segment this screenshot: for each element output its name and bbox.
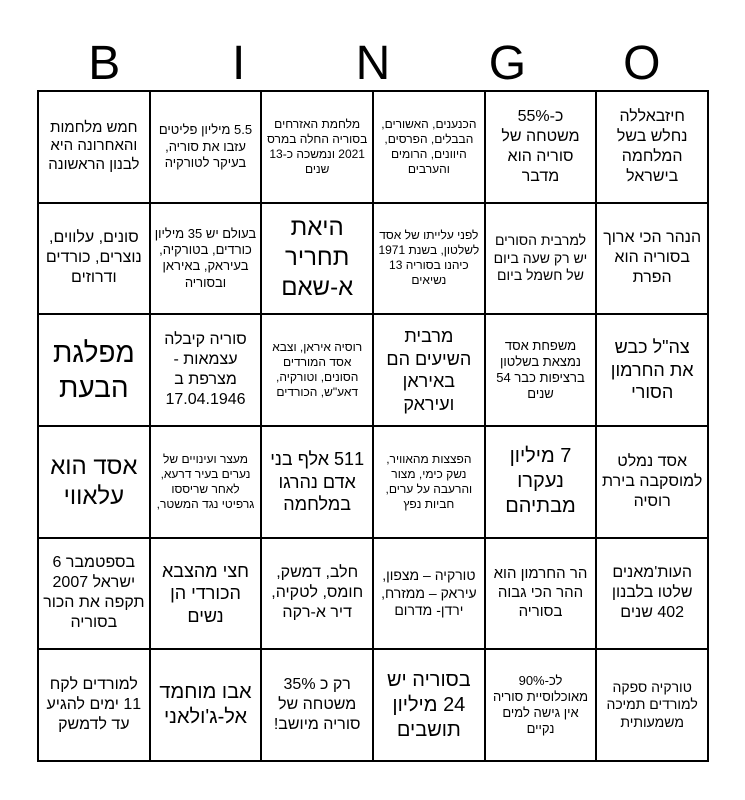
cell-text: חמש מלחמות והאחרונה היא לבנון הראשונה — [48, 118, 140, 174]
cell-text: חיזבאללה נחלש בשל המלחמה בישראל — [616, 107, 688, 185]
bingo-cell[interactable] — [38, 91, 150, 203]
bingo-cell[interactable] — [485, 91, 597, 203]
cell-text: רוסיה איראן, וצבא אסד המורדים הסונים, וטורקיה, דאע"ש, הכורדים — [272, 340, 363, 400]
cell-text: אסד נמלט למוסקבה בירת רוסיה — [602, 452, 703, 510]
bingo-cell[interactable] — [596, 203, 708, 315]
bingo-cell[interactable] — [38, 538, 150, 650]
bingo-cell[interactable] — [150, 538, 262, 650]
bingo-cell[interactable] — [150, 314, 262, 426]
cell-text: לפני עלייתו של אסד לשלטון, בשנת 1971 כיהנו בסוריה 13 נשיאים — [378, 228, 480, 288]
cell-text: 5.5 מיליון פליטים עזבו את סוריה, בעיקר לטורקיה — [158, 122, 253, 170]
bingo-cell[interactable] — [596, 426, 708, 538]
cell-text: בספטמבר 6 ישראל 2007 תקפה את הכור בסוריה — [43, 554, 145, 632]
cell-text: חצי מהצבא הכורדי הן נשים — [162, 560, 249, 626]
cell-text: סונים, עלווים, נוצרים, כורדים ודרוזים — [45, 229, 142, 287]
bingo-cell[interactable] — [485, 314, 597, 426]
bingo-cell[interactable] — [261, 649, 373, 761]
bingo-cell[interactable] — [485, 426, 597, 538]
bingo-cell[interactable] — [261, 314, 373, 426]
cell-text: בעולם יש 35 מיליון כורדים, בטורקיה, בעיראק, באיראן ובסוריה — [154, 225, 257, 290]
bingo-cell[interactable] — [373, 649, 485, 761]
cell-text: טורקיה ספקה למורדים תמיכה משמעותית — [606, 678, 698, 730]
bingo-cell[interactable] — [261, 91, 373, 203]
cell-text: למורדים לקח 11 ימים להגיע עד לדמשק — [46, 676, 142, 734]
bingo-header — [37, 38, 709, 90]
cell-text: הר החרמון הוא ההר הכי גבוה בסוריה — [493, 565, 588, 620]
bingo-cell[interactable] — [485, 203, 597, 315]
cell-text: הנהר הכי ארוך בסוריה הוא הפרת — [603, 229, 702, 287]
bingo-cell[interactable] — [38, 649, 150, 761]
bingo-cell[interactable] — [38, 314, 150, 426]
cell-text: מלחמת האזרחים בסוריה החלה במרס 2021 ונמשכה כ-13 שנים — [267, 116, 368, 176]
bingo-cell[interactable] — [261, 426, 373, 538]
header-letter-o: O — [623, 37, 661, 90]
cell-text: העות'מאנים שלטו בלבנון 402 שנים — [611, 564, 693, 622]
cell-text: הפצצות מהאוויר, נשק כימי, מצור והרעבה על ערים, חביות נפץ — [385, 451, 473, 511]
cell-text: לכ-90% מאוכלוסיית סוריה אין גישה למים נקיים — [492, 672, 589, 737]
bingo-cell[interactable] — [596, 538, 708, 650]
cell-text: מרבית השיעים הם באיראן ועיראק — [386, 326, 472, 414]
cell-text: צה"ל כבש את החרמון הסורי — [610, 337, 694, 403]
bingo-cell[interactable] — [150, 426, 262, 538]
bingo-cell[interactable] — [373, 314, 485, 426]
bingo-cell[interactable] — [261, 203, 373, 315]
bingo-cell[interactable] — [485, 649, 597, 761]
bingo-cell[interactable] — [38, 203, 150, 315]
cell-text: כ-55% משטחה של סוריה הוא מדבר — [501, 107, 580, 185]
bingo-cell[interactable] — [596, 91, 708, 203]
bingo-cell[interactable] — [596, 314, 708, 426]
cell-text: בסוריה יש 24 מיליון תושבים — [386, 668, 471, 741]
cell-text: הכנענים, האשורים, הבבלים, הפרסים, היוונים, הרומים והערבים — [381, 116, 477, 176]
bingo-grid — [37, 90, 709, 762]
cell-text: מעצר ועינויים של נערים בעיר דרעא, לאחר שריססו גרפיטי נגד המשטר, — [156, 451, 255, 511]
bingo-cell[interactable] — [373, 426, 485, 538]
cell-text: רק כ 35% משטחה של סוריה מיושב! — [273, 676, 361, 734]
bingo-cell[interactable] — [38, 426, 150, 538]
cell-text: טורקיה – מצפון, עיראק – ממזרח, ירדן- מדרום — [381, 567, 477, 619]
bingo-cell[interactable] — [261, 538, 373, 650]
cell-text: סוריה קיבלה עצמאות - מצרפת ב 17.04.1946 — [164, 331, 247, 409]
bingo-cell[interactable] — [150, 91, 262, 203]
bingo-cell[interactable] — [485, 538, 597, 650]
cell-text: מפלגת הבעת — [52, 337, 135, 404]
cell-text: חלב, דמשק, חומס, לטקיה, דיר א-רקה — [271, 564, 364, 622]
header-letter-b: B — [88, 37, 121, 90]
bingo-cell[interactable] — [373, 538, 485, 650]
cell-text: 7 מיליון נעקרו מבתיהם — [505, 445, 576, 518]
bingo-cell[interactable] — [150, 649, 262, 761]
bingo-cell[interactable] — [373, 203, 485, 315]
cell-text: 511 אלף בני אדם נהרגו במלחמה — [270, 449, 365, 515]
header-letter-g: G — [488, 37, 527, 90]
cell-text: אבו מוחמד אל-ג'ולאני — [159, 681, 252, 729]
bingo-cell[interactable] — [150, 203, 262, 315]
header-letter-n: N — [355, 37, 391, 90]
cell-text: היאת תחריר א-שאם — [281, 214, 354, 302]
cell-text: משפחת אסד נמצאת בשלטון ברציפות כבר 54 שנים — [496, 337, 585, 402]
bingo-cell[interactable] — [596, 649, 708, 761]
bingo-cell[interactable] — [373, 91, 485, 203]
cell-text: אסד הוא עלאווי — [50, 452, 138, 510]
cell-text: למרבית הסורים יש רק שעה ביום של חשמל ביום — [493, 232, 588, 284]
header-letter-i: I — [231, 37, 246, 90]
